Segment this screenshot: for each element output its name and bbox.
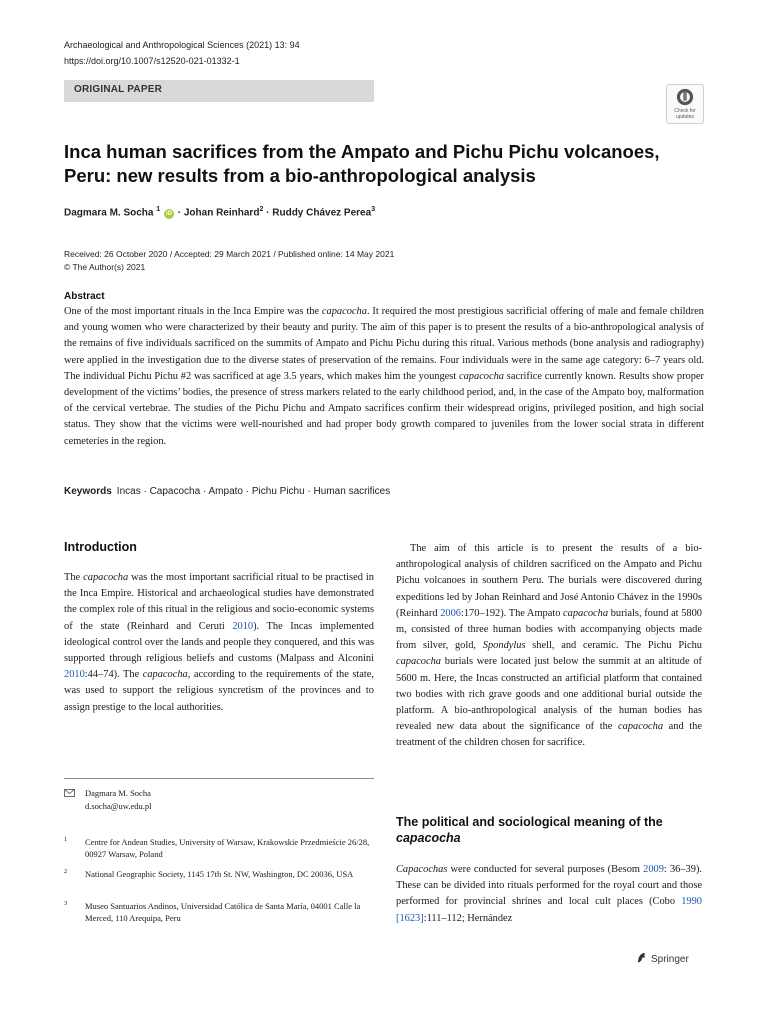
introduction-paragraph xyxy=(64,570,374,716)
italic-term: Capacochas xyxy=(396,864,448,875)
text-run: The xyxy=(64,572,84,583)
author-separator: · xyxy=(177,207,182,219)
journal-citation: Archaeological and Anthropological Sciences (2021) 13: 94 xyxy=(64,40,300,50)
text-run: sacrifice currently known. Results show proper development of the victims’ bodies, the presence of stress markers related to the early childhood period, and, in the case of the Ampato boy, malformation of the cervical vertebrae. The studies of the Pichu Pichu and Ampato sacrifices confirm their widespread origins, privileged position, and high social status. They show that the victims were well-nourished and had proper body growth compared to juveniles from the lower social strata in different cemeteries in the region. xyxy=(64,370,704,447)
check-for-updates-badge[interactable] xyxy=(666,84,704,124)
italic-term: capacocha xyxy=(83,572,129,583)
citation-link[interactable]: 2010 xyxy=(64,669,85,681)
italic-term: capacocha xyxy=(321,306,367,317)
springer-horse-icon xyxy=(636,952,647,963)
text-run: ). The Incas implemented ideological control over the lands and people they conquered, and this was supported through religious beliefs and customs (Malpass and Alconini xyxy=(64,620,374,665)
political-meaning-heading xyxy=(396,814,696,846)
author-separator: · xyxy=(266,207,270,219)
affiliation-text: Museo Santuarios Andinos, Universidad Católica de Santa María, 04001 Calle la Merced, 110 Arequipa, Peru xyxy=(85,901,361,923)
affiliation-text: Centre for Andean Studies, University of Warsaw, Krakowskie Przedmieście 26/28, 00927 Warsaw, Poland xyxy=(85,837,370,859)
mail-icon xyxy=(64,789,75,797)
doi-link[interactable]: https://doi.org/10.1007/s12520-021-01332-1 xyxy=(64,56,240,66)
paper-type-banner xyxy=(64,80,374,102)
publisher-name: Springer xyxy=(651,954,689,965)
publisher-logo xyxy=(636,952,689,965)
correspondence-name: Dagmara M. Socha xyxy=(85,788,151,798)
italic-term: Spondylus xyxy=(482,640,526,652)
keywords-list: Incas · Capacocha · Ampato · Pichu Pichu · Human sacrifices xyxy=(116,486,391,497)
affiliation-text: National Geographic Society, 1145 17th St. NW, Washington, DC 20036, USA xyxy=(85,869,354,879)
author-name[interactable]: Johan Reinhard xyxy=(183,207,260,219)
author-name[interactable]: Ruddy Chávez Perea xyxy=(272,207,372,219)
italic-term: capacocha xyxy=(142,669,188,681)
text-run: :111–112; Hernández xyxy=(423,912,513,924)
abstract-body xyxy=(64,304,704,450)
author-list xyxy=(64,206,375,219)
introduction-heading: Introduction xyxy=(64,540,137,554)
italic-term: capacocha xyxy=(396,656,442,668)
affiliation-number: 3 xyxy=(64,900,68,907)
orcid-icon[interactable]: iD xyxy=(165,211,172,218)
author-affiliation-ref: 2 xyxy=(259,206,264,213)
affiliation-number: 1 xyxy=(64,836,68,843)
text-run: The aim of this article is to present the results of a bio-anthropological analysis of children sacrificed on the Ampato and Pichu Pichu volcanoes in southern Peru. The burials were discovered during expeditions led by Johan Reinhard and José Antonio Chávez in the 1990s (Reinhard xyxy=(396,543,702,619)
correspondence-email[interactable]: d.socha@uw.edu.pl xyxy=(85,801,152,811)
author-affiliation-ref: 1 xyxy=(156,206,161,213)
affiliation-number: 2 xyxy=(64,868,68,875)
citation-link[interactable]: 2009 xyxy=(643,864,664,875)
publication-dates: Received: 26 October 2020 / Accepted: 29 March 2021 / Published online: 14 May 2021 xyxy=(64,249,395,259)
paper-title: Inca human sacrifices from the Ampato and Pichu Pichu volcanoes, Peru: new results from a bio-anthropological analysis xyxy=(64,141,660,186)
keywords-label: Keywords xyxy=(64,486,112,497)
aim-paragraph xyxy=(396,541,702,752)
copyright-notice: © The Author(s) 2021 xyxy=(64,262,146,272)
keywords-line xyxy=(64,486,390,497)
check-for-updates-icon xyxy=(676,88,694,106)
political-heading-text: The political and sociological meaning of the xyxy=(396,815,663,829)
author-affiliation-ref: 3 xyxy=(371,206,376,213)
citation-link[interactable]: 2010 xyxy=(232,620,254,632)
citation-link[interactable]: 2006 xyxy=(440,607,461,619)
text-run: , according to the requirements of the state, was used to support the religious syncretism of the provinces and to assign prestige to the local authorities. xyxy=(64,669,374,713)
footnote-divider xyxy=(64,778,374,779)
text-run: . It required the most prestigious sacrificial offering of male and female children and young women who were characterized by their beauty and purity. The aim of this paper is to present the results of a bio-anthropological analysis of the remains of five individuals sacrificed on the summits of Ampato and Pichu Pichu during this ritual. Various methods (bone analysis and radiography) were applied in the investigation due to the diverse states of preservation of the remains. Four individuals were in the same age category: 6–7 years old. The individual Pichu Pichu #2 was sacrificed at age 3.5 years, which makes him the youngest xyxy=(64,306,704,382)
political-paragraph xyxy=(396,862,702,927)
text-run: burials, found at 5800 m, consisted of three human bodies with accompanying objects made from silver, gold, xyxy=(396,607,702,652)
text-run: were conducted for several purposes (Besom xyxy=(447,864,644,875)
text-run: One of the most important rituals in the Inca Empire was the xyxy=(64,306,322,317)
italic-term: capacocha xyxy=(459,370,505,382)
text-run: was the most important sacrificial ritual to be practised in the Inca Empire. Historical and archaeological studies have demonstrated the complex role of this ritual in the religious and socio-economic systems of the state (Reinhard and Ceruti xyxy=(64,572,374,632)
citation-link[interactable]: 1990 [1623] xyxy=(396,896,702,924)
text-run: shell, and ceramic. The Pichu Pichu xyxy=(525,640,702,652)
text-run: : 36–39). These can be divided into rituals performed for the royal court and those performed for provincial shrines and local cult places (Cobo xyxy=(396,864,702,908)
text-run: and the treatment of the children chosen for sacrifice. xyxy=(396,721,702,749)
check-for-updates-label: Check for updates xyxy=(674,108,696,120)
political-heading-italic: capacocha xyxy=(396,831,461,845)
text-run: burials were located just below the summit at an altitude of 5600 m. Here, the Incas constructed an artificial platform that contained two bodies with rich grave goods and one additional burial outside the platform. A bio-anthropological analysis of the human bodies has revealed new data about the significance of the xyxy=(396,656,702,733)
author-name[interactable]: Dagmara M. Socha xyxy=(64,207,154,219)
text-run: :44–74). The xyxy=(84,669,143,681)
paper-type-label: ORIGINAL PAPER xyxy=(74,84,162,95)
text-run: :170–192). The Ampato xyxy=(460,607,564,619)
abstract-heading: Abstract xyxy=(64,291,105,302)
italic-term: capacocha xyxy=(618,721,664,733)
italic-term: capacocha xyxy=(563,607,609,619)
